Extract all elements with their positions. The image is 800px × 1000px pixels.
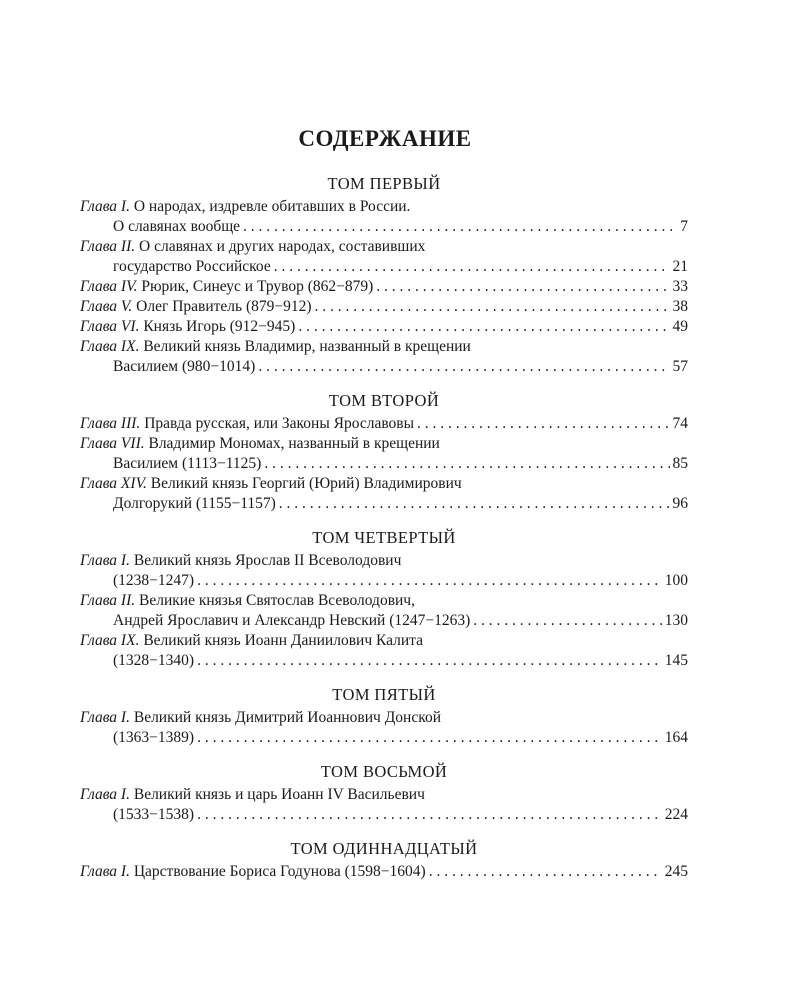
toc-entry[interactable]: [80, 434, 688, 474]
toc-entry-line: [80, 728, 688, 748]
dot-leader: [243, 217, 677, 237]
dot-leader: [429, 862, 662, 882]
chapter-label: Глава I.: [80, 198, 130, 215]
page-number: 224: [664, 806, 688, 823]
table-of-contents: [80, 174, 688, 882]
toc-entry[interactable]: [80, 297, 688, 317]
page-number: 245: [664, 863, 688, 880]
toc-entry-line: [80, 571, 688, 591]
toc-entry-line: [80, 494, 688, 514]
toc-entry[interactable]: [80, 277, 688, 297]
dot-leader: [279, 494, 670, 514]
toc-entry[interactable]: [80, 785, 688, 825]
chapter-title: О славянах и других народах, составивших: [135, 238, 426, 255]
chapter-title: Великий князь и царь Иоанн IV Васильевич: [129, 786, 425, 803]
chapter-label: Глава IV.: [80, 278, 138, 295]
page-number: 57: [672, 358, 688, 375]
page-number: 74: [672, 415, 688, 432]
page-number: 21: [672, 258, 688, 275]
chapter-label: Глава IX.: [80, 632, 140, 649]
chapter-title-cont: (1328−1340): [113, 652, 195, 669]
chapter-title-cont: Василием (980−1014): [113, 358, 256, 375]
toc-entry-line: [80, 357, 688, 377]
toc-entry-line: [80, 611, 688, 631]
page-number: 100: [664, 572, 688, 589]
volume-heading: ТОМ ВОСЬМОЙ: [320, 762, 448, 781]
chapter-title: Олег Правитель (879−912): [132, 298, 312, 315]
page-number: 85: [672, 455, 688, 472]
chapter-label: Глава III.: [80, 415, 141, 432]
toc-entry-title: [80, 434, 688, 454]
chapter-label: Глава II.: [80, 592, 136, 609]
toc-entry[interactable]: [80, 862, 688, 882]
toc-entry-line: [80, 297, 688, 317]
chapter-title: Правда русская, или Законы Ярославовы: [140, 415, 415, 432]
toc-entry-line: [80, 317, 688, 337]
dot-leader: [417, 414, 669, 434]
chapter-title-cont: Василием (1113−1125): [113, 455, 262, 472]
toc-entry[interactable]: [80, 631, 688, 671]
chapter-label: Глава II.: [80, 238, 136, 255]
toc-entry-line: [80, 454, 688, 474]
toc-entry[interactable]: [80, 317, 688, 337]
chapter-title: Князь Игорь (912−945): [139, 318, 296, 335]
volume-heading: ТОМ ВТОРОЙ: [328, 391, 440, 410]
chapter-label: Глава I.: [80, 786, 130, 803]
chapter-label: Глава I.: [80, 709, 130, 726]
toc-entry-line: [80, 862, 688, 882]
toc-entry[interactable]: [80, 337, 688, 377]
page-number: 145: [664, 652, 688, 669]
page-number: 96: [672, 495, 688, 512]
toc-entry[interactable]: [80, 551, 688, 591]
toc-entry-title: [80, 862, 426, 882]
toc-entry-title: [80, 337, 688, 357]
chapter-title-cont: (1238−1247): [113, 572, 195, 589]
dot-leader: [376, 277, 669, 297]
toc-entry-title: [80, 785, 688, 805]
chapter-title: Рюрик, Синеус и Трувор (862−879): [137, 278, 374, 295]
toc-entry-line: [80, 257, 688, 277]
chapter-title-cont: Андрей Ярославич и Александр Невский (1247−1263): [113, 612, 471, 629]
toc-entry-line: [80, 805, 688, 825]
dot-leader: [258, 357, 669, 377]
dot-leader: [473, 611, 661, 631]
toc-entry-line: [80, 414, 688, 434]
toc-entry[interactable]: [80, 591, 688, 631]
toc-entry-line: [80, 277, 688, 297]
toc-entry-line: [80, 651, 688, 671]
page-number: 33: [672, 278, 688, 295]
dot-leader: [298, 317, 669, 337]
toc-entry[interactable]: [80, 708, 688, 748]
chapter-title-cont: О славянах вообще: [113, 218, 241, 235]
chapter-title: Владимир Мономах, названный в крещении: [144, 435, 440, 452]
toc-entry[interactable]: [80, 237, 688, 277]
chapter-title: Царствование Бориса Годунова (1598−1604): [129, 863, 426, 880]
toc-entry-title: [80, 551, 688, 571]
page-number: 49: [672, 318, 688, 335]
toc-entry-line: [80, 217, 688, 237]
volume-heading: ТОМ ПЯТЫЙ: [332, 685, 436, 704]
chapter-title: Великий князь Димитрий Иоаннович Донской: [129, 709, 442, 726]
chapter-title: Великие князья Святослав Всеволодович,: [135, 592, 415, 609]
toc-entry[interactable]: [80, 197, 688, 237]
chapter-title: Великий князь Владимир, названный в крещении: [139, 338, 471, 355]
page-number: 7: [680, 218, 688, 235]
page-number: 38: [672, 298, 688, 315]
chapter-label: Глава V.: [80, 298, 133, 315]
dot-leader: [274, 257, 670, 277]
toc-entry-title: [80, 708, 688, 728]
chapter-label: Глава VII.: [80, 435, 145, 452]
toc-entry-title: [80, 591, 688, 611]
toc-entry-title: [80, 197, 688, 217]
dot-leader: [197, 651, 662, 671]
dot-leader: [264, 454, 669, 474]
chapter-label: Глава VI.: [80, 318, 140, 335]
page-number: 164: [664, 729, 688, 746]
toc-entry[interactable]: [80, 414, 688, 434]
volume-heading: ТОМ ПЕРВЫЙ: [327, 174, 441, 193]
chapter-title-cont: (1363−1389): [113, 729, 195, 746]
toc-entry[interactable]: [80, 474, 688, 514]
page-number: 130: [664, 612, 688, 629]
chapter-label: Глава I.: [80, 863, 130, 880]
chapter-label: Глава IX.: [80, 338, 140, 355]
chapter-title: Великий князь Ярослав II Всеволодович: [129, 552, 402, 569]
chapter-title: О народах, издревле обитавших в России.: [129, 198, 411, 215]
toc-entry-title: [80, 317, 295, 337]
page-title: СОДЕРЖАНИЕ: [298, 126, 472, 151]
toc-entry-title: [80, 277, 373, 297]
chapter-title: Великий князь Георгий (Юрий) Владимирович: [146, 475, 462, 492]
toc-entry-title: [80, 237, 688, 257]
toc-entry-title: [80, 414, 414, 434]
chapter-title-cont: Долгорукий (1155−1157): [113, 495, 276, 512]
volume-heading: ТОМ ОДИННАДЦАТЫЙ: [290, 839, 478, 858]
toc-entry-title: [80, 474, 688, 494]
chapter-label: Глава I.: [80, 552, 130, 569]
chapter-title: Великий князь Иоанн Даниилович Калита: [139, 632, 424, 649]
toc-entry-title: [80, 631, 688, 651]
chapter-label: Глава XIV.: [80, 475, 147, 492]
dot-leader: [315, 297, 670, 317]
dot-leader: [197, 805, 662, 825]
chapter-title-cont: государство Российское: [113, 258, 271, 275]
chapter-title-cont: (1533−1538): [113, 806, 195, 823]
dot-leader: [197, 571, 662, 591]
volume-heading: ТОМ ЧЕТВЕРТЫЙ: [312, 528, 456, 547]
toc-entry-title: [80, 297, 312, 317]
dot-leader: [197, 728, 662, 748]
